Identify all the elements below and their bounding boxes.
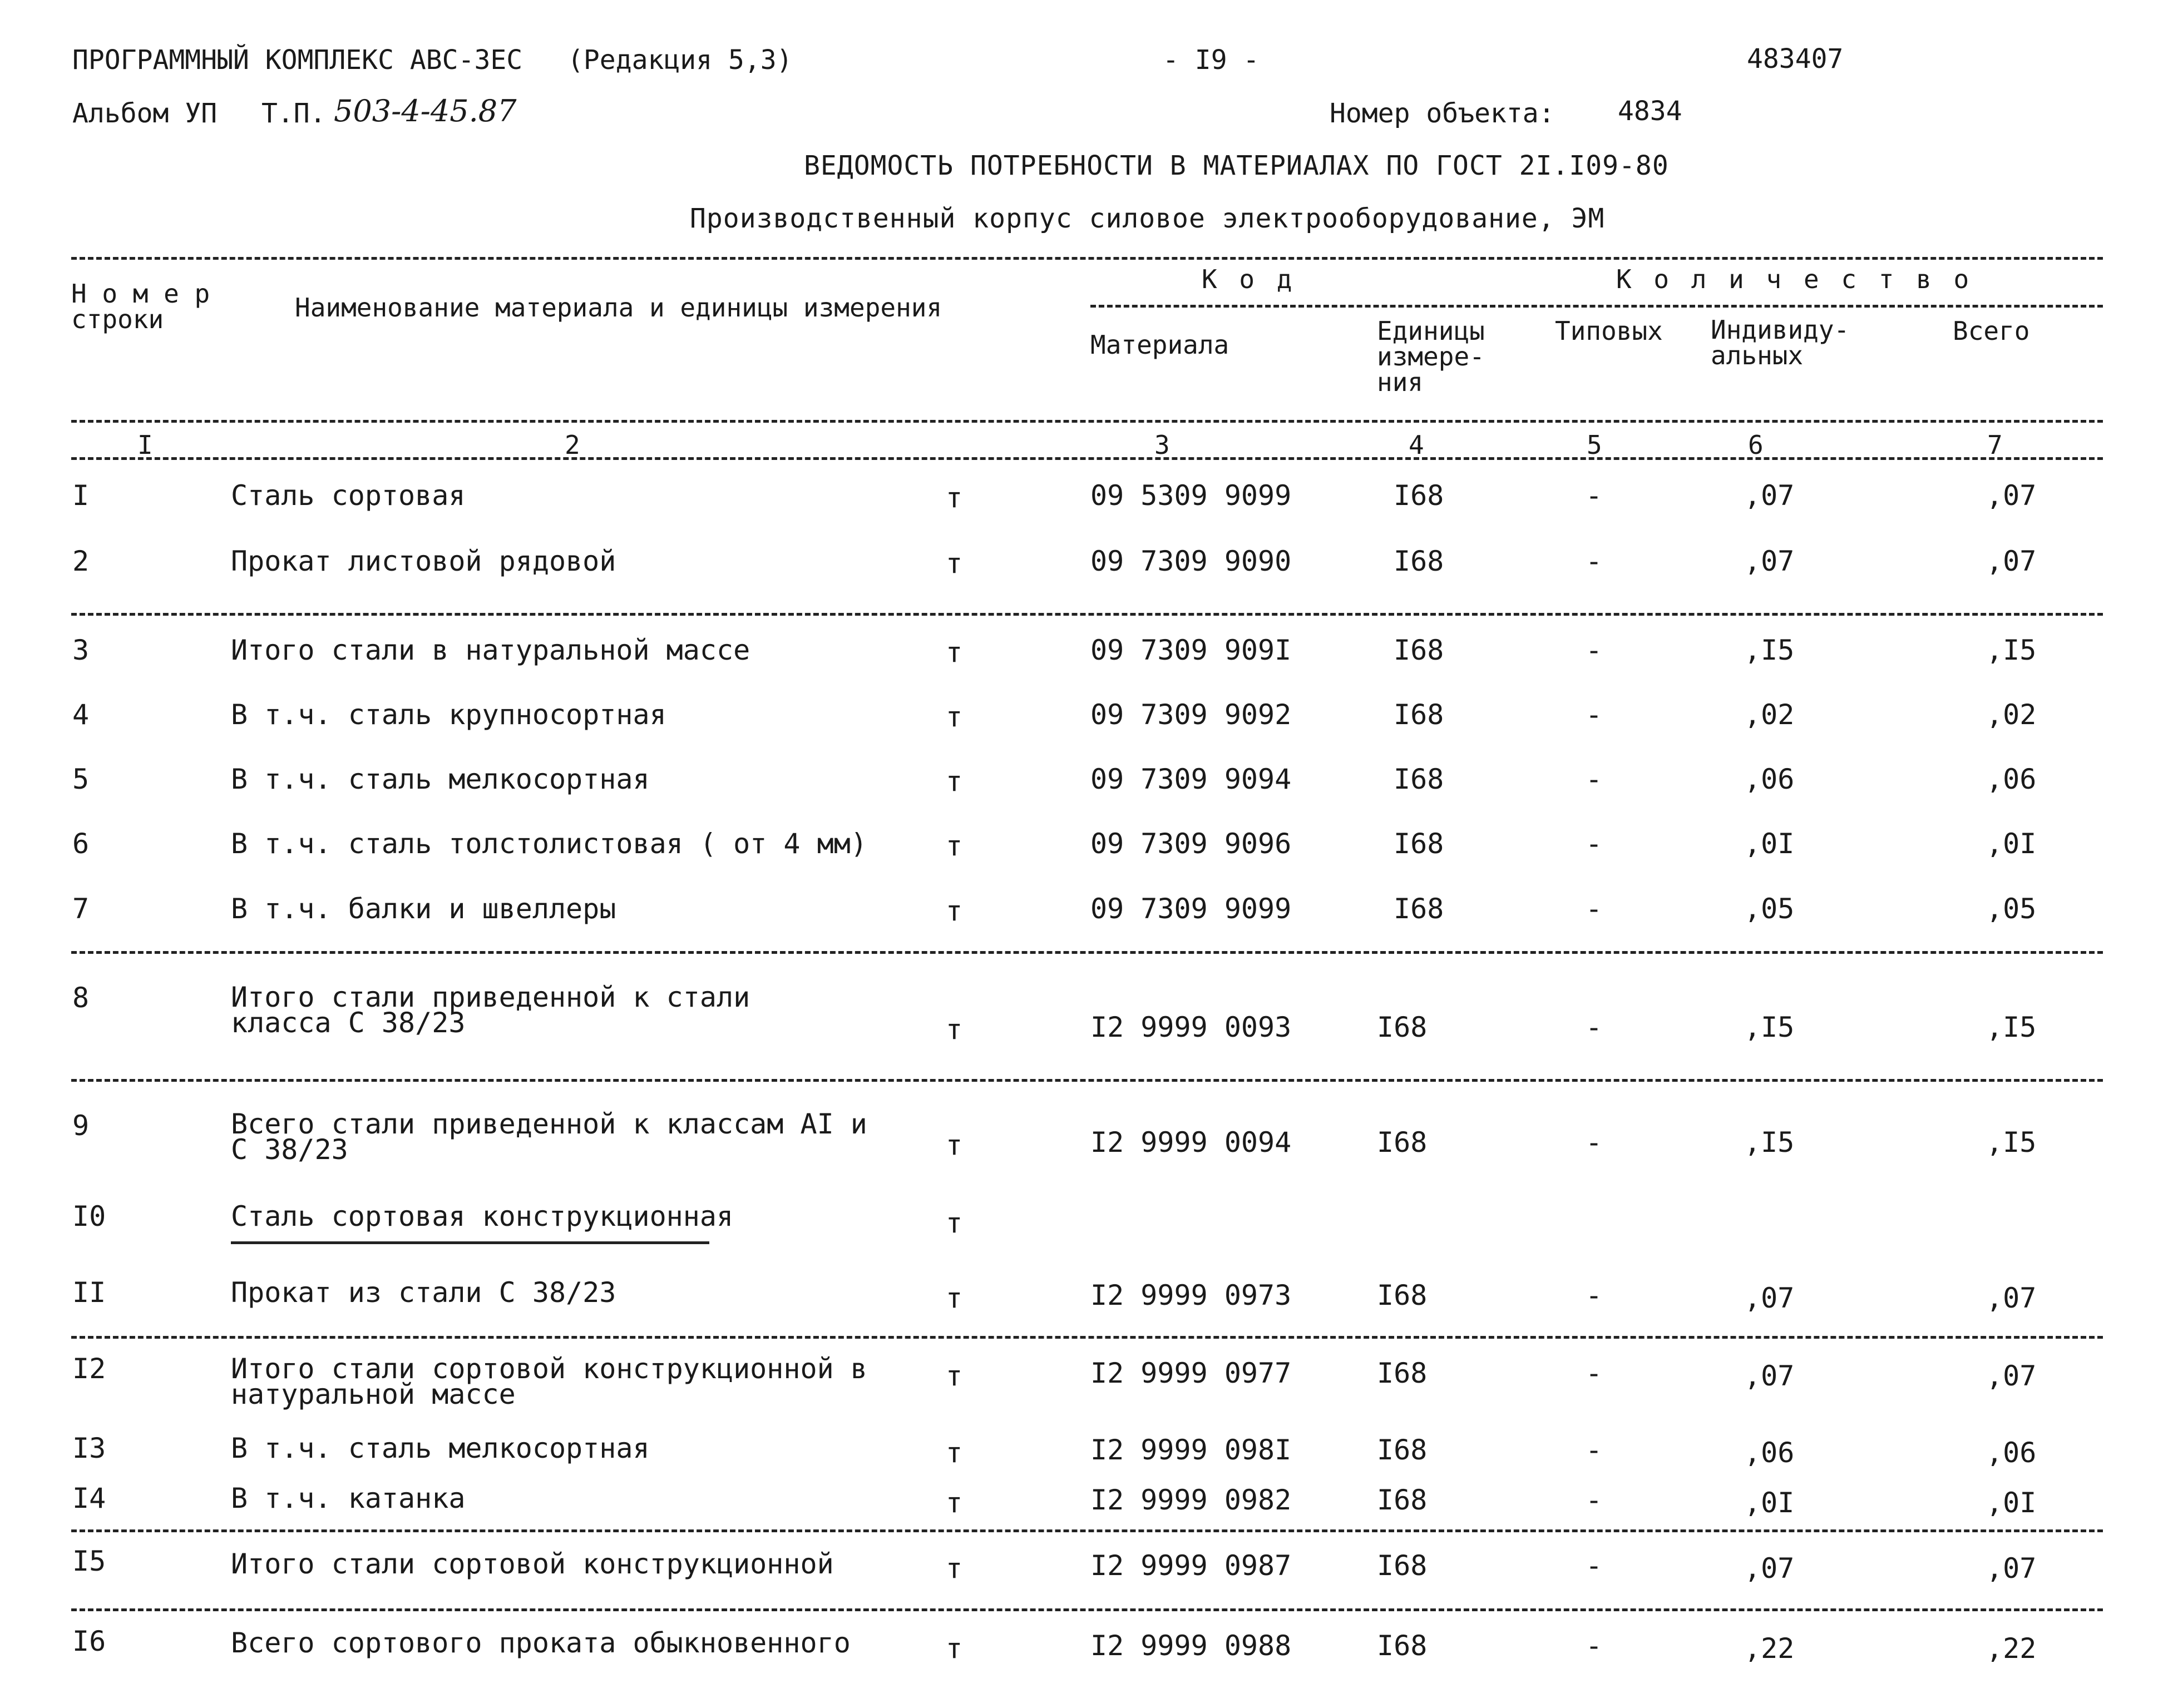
page-number: - I9 - bbox=[1163, 44, 1260, 76]
material-code: I2 9999 0977 bbox=[1090, 1357, 1292, 1389]
typical-qty: - bbox=[1586, 1011, 1603, 1043]
row-number: 8 bbox=[72, 982, 90, 1014]
unit-label: т bbox=[946, 636, 963, 669]
unit-label: т bbox=[946, 830, 963, 862]
total-qty: ,07 bbox=[1986, 479, 2037, 512]
row-number: 5 bbox=[72, 763, 90, 795]
column-number-6: 6 bbox=[1748, 430, 1764, 460]
total-qty: ,02 bbox=[1986, 699, 2037, 731]
unit-code: I68 bbox=[1394, 699, 1444, 731]
material-code: I2 9999 0094 bbox=[1090, 1126, 1292, 1159]
individual-qty: ,07 bbox=[1744, 1360, 1795, 1392]
unit-code: I68 bbox=[1377, 1279, 1428, 1311]
individual-qty: ,07 bbox=[1744, 1282, 1795, 1314]
material-name: Всего стали приведенной к классам АI и С 38/23 bbox=[231, 1108, 867, 1166]
total-qty: ,0I bbox=[1986, 1487, 2037, 1519]
individual-qty: ,02 bbox=[1744, 699, 1795, 731]
row-number: I2 bbox=[72, 1353, 106, 1385]
material-code: I2 9999 098I bbox=[1090, 1434, 1292, 1466]
unit-code: I68 bbox=[1394, 479, 1444, 512]
section-underline bbox=[231, 1241, 709, 1244]
individual-qty: ,07 bbox=[1744, 1552, 1795, 1585]
document-title: ВЕДОМОСТЬ ПОТРЕБНОСТИ В МАТЕРИАЛАХ ПО ГОСТ 2I.I09-80 bbox=[804, 150, 1669, 181]
row-number: I4 bbox=[72, 1482, 106, 1514]
unit-label: т bbox=[946, 765, 963, 798]
unit-code: I68 bbox=[1394, 828, 1444, 860]
individual-qty: ,0I bbox=[1744, 828, 1795, 860]
object-label: Номер объекта: bbox=[1330, 98, 1555, 129]
col-material-header: Материала bbox=[1090, 330, 1229, 360]
row-number: 4 bbox=[72, 699, 90, 731]
total-qty: ,07 bbox=[1986, 1360, 2037, 1392]
col-unit-header: Единицы измере- ния bbox=[1377, 316, 1485, 397]
individual-qty: ,07 bbox=[1744, 479, 1795, 512]
material-code: 09 7309 9092 bbox=[1090, 699, 1292, 731]
material-code: 09 7309 9090 bbox=[1090, 545, 1292, 577]
material-code: 09 7309 909I bbox=[1090, 634, 1292, 666]
total-qty: ,06 bbox=[1986, 1437, 2037, 1469]
material-name: Всего сортового проката обыкновенного bbox=[231, 1627, 851, 1659]
unit-label: т bbox=[946, 1437, 963, 1469]
material-code: I2 9999 0982 bbox=[1090, 1484, 1292, 1516]
column-number-1: I bbox=[137, 430, 153, 460]
typical-qty: - bbox=[1586, 1549, 1603, 1582]
material-code: I2 9999 0987 bbox=[1090, 1549, 1292, 1582]
tp-label: Т.П. bbox=[261, 98, 326, 129]
individual-qty: ,I5 bbox=[1744, 1126, 1795, 1159]
row-number: 9 bbox=[72, 1110, 90, 1142]
typical-qty: - bbox=[1586, 1126, 1603, 1159]
header-bottom-rule bbox=[71, 420, 2103, 423]
material-code: I2 9999 0988 bbox=[1090, 1630, 1292, 1662]
unit-code: I68 bbox=[1394, 634, 1444, 666]
unit-code: I68 bbox=[1394, 893, 1444, 925]
individual-qty: ,06 bbox=[1744, 1437, 1795, 1469]
material-name: В т.ч. сталь мелкосортная bbox=[231, 1432, 650, 1464]
column-number-2: 2 bbox=[565, 430, 580, 460]
unit-label: т bbox=[946, 1487, 963, 1519]
material-code: I2 9999 0093 bbox=[1090, 1011, 1292, 1043]
material-name: Итого стали приведенной к стали класса С 38/23 bbox=[231, 981, 750, 1039]
unit-label: т bbox=[946, 1207, 963, 1239]
row-number: 6 bbox=[72, 828, 90, 860]
material-name: Итого стали сортовой конструкционной в натуральной массе bbox=[231, 1353, 867, 1410]
unit-label: т bbox=[946, 1129, 963, 1161]
section-rule bbox=[71, 1529, 2103, 1532]
total-qty: ,I5 bbox=[1986, 1126, 2037, 1159]
typical-qty: - bbox=[1586, 1484, 1603, 1516]
column-number-3: 3 bbox=[1154, 430, 1170, 460]
material-name: В т.ч. сталь крупносортная bbox=[231, 699, 666, 731]
material-name: В т.ч. катанка bbox=[231, 1482, 466, 1514]
row-number: II bbox=[72, 1276, 106, 1309]
total-qty: ,05 bbox=[1986, 893, 2037, 925]
table-top-rule bbox=[71, 257, 2103, 260]
unit-code: I68 bbox=[1394, 545, 1444, 577]
individual-qty: ,07 bbox=[1744, 545, 1795, 577]
row-number: 2 bbox=[72, 545, 90, 577]
document-subtitle: Производственный корпус силовое электрооборудование, ЭМ bbox=[690, 203, 1605, 234]
typical-qty: - bbox=[1586, 1434, 1603, 1466]
material-code: 09 7309 9094 bbox=[1090, 763, 1292, 795]
program-name: ПРОГРАММНЫЙ КОМПЛЕКС АВС-ЗЕС bbox=[72, 44, 523, 76]
individual-qty: ,I5 bbox=[1744, 1011, 1795, 1043]
column-number-7: 7 bbox=[1987, 430, 2003, 460]
material-name: В т.ч. сталь мелкосортная bbox=[231, 763, 650, 795]
total-qty: ,06 bbox=[1986, 763, 2037, 795]
section-rule bbox=[71, 1336, 2103, 1339]
unit-code: I68 bbox=[1377, 1011, 1428, 1043]
material-name: Сталь сортовая bbox=[231, 479, 466, 512]
total-qty: ,07 bbox=[1986, 545, 2037, 577]
material-name: Итого стали в натуральной массе bbox=[231, 634, 750, 666]
album-label: Альбом УП bbox=[72, 98, 218, 129]
total-qty: ,22 bbox=[1986, 1632, 2037, 1665]
material-code: 09 7309 9096 bbox=[1090, 828, 1292, 860]
quantity-group-header: К о л и ч е с т в о bbox=[1616, 264, 1973, 294]
material-name: Прокат из стали С 38/23 bbox=[231, 1276, 616, 1309]
col-individual-header: Индивиду- альных bbox=[1711, 315, 1850, 370]
unit-label: т bbox=[946, 701, 963, 733]
unit-code: I68 bbox=[1377, 1434, 1428, 1466]
unit-label: т bbox=[946, 895, 963, 927]
tp-handwritten-number: 503-4-45.87 bbox=[334, 93, 517, 128]
row-number: 3 bbox=[72, 634, 90, 666]
document-number: 483407 bbox=[1747, 43, 1844, 75]
unit-label: т bbox=[946, 1632, 963, 1665]
row-number: I3 bbox=[72, 1432, 106, 1464]
column-number-rule bbox=[71, 457, 2103, 460]
typical-qty: - bbox=[1586, 1357, 1603, 1389]
typical-qty: - bbox=[1586, 763, 1603, 795]
material-code: 09 5309 9099 bbox=[1090, 479, 1292, 512]
typical-qty: - bbox=[1586, 1279, 1603, 1311]
col-total-header: Всего bbox=[1953, 316, 2030, 346]
unit-label: т bbox=[946, 1282, 963, 1314]
individual-qty: ,05 bbox=[1744, 893, 1795, 925]
row-number: 7 bbox=[72, 893, 90, 925]
unit-label: т bbox=[946, 547, 963, 580]
unit-label: т bbox=[946, 1552, 963, 1585]
row-number: I5 bbox=[72, 1545, 106, 1577]
unit-code: I68 bbox=[1377, 1357, 1428, 1389]
unit-label: т bbox=[946, 1360, 963, 1392]
unit-label: т bbox=[946, 482, 963, 514]
unit-code: I68 bbox=[1394, 763, 1444, 795]
material-name: В т.ч. балки и швеллеры bbox=[231, 893, 616, 925]
typical-qty: - bbox=[1586, 828, 1603, 860]
total-qty: ,0I bbox=[1986, 828, 2037, 860]
section-rule bbox=[71, 1079, 2103, 1082]
unit-code: I68 bbox=[1377, 1126, 1428, 1159]
column-number-5: 5 bbox=[1587, 430, 1602, 460]
material-name: Итого стали сортовой конструкционной bbox=[231, 1548, 834, 1580]
total-qty: ,I5 bbox=[1986, 634, 2037, 666]
unit-label: т bbox=[946, 1013, 963, 1046]
object-number: 4834 bbox=[1618, 96, 1682, 127]
unit-code: I68 bbox=[1377, 1630, 1428, 1662]
section-rule bbox=[71, 951, 2103, 954]
total-qty: ,07 bbox=[1986, 1282, 2037, 1314]
col-typical-header: Типовых bbox=[1555, 316, 1663, 346]
edition-label: (Редакция 5,3) bbox=[567, 44, 793, 76]
individual-qty: ,I5 bbox=[1744, 634, 1795, 666]
column-number-4: 4 bbox=[1409, 430, 1424, 460]
unit-code: I68 bbox=[1377, 1484, 1428, 1516]
individual-qty: ,22 bbox=[1744, 1632, 1795, 1665]
typical-qty: - bbox=[1586, 479, 1603, 512]
typical-qty: - bbox=[1586, 893, 1603, 925]
material-name: В т.ч. сталь толстолистовая ( от 4 мм) bbox=[231, 828, 867, 860]
material-name: Сталь сортовая конструкционная bbox=[231, 1200, 734, 1232]
row-number: I6 bbox=[72, 1625, 106, 1657]
section-rule bbox=[71, 613, 2103, 616]
total-qty: ,I5 bbox=[1986, 1011, 2037, 1043]
section-rule bbox=[71, 1608, 2103, 1611]
material-code: 09 7309 9099 bbox=[1090, 893, 1292, 925]
typical-qty: - bbox=[1586, 699, 1603, 731]
typical-qty: - bbox=[1586, 1630, 1603, 1662]
col-name-header: Наименование материала и единицы измерения bbox=[295, 293, 942, 323]
code-group-header: К о д bbox=[1202, 264, 1296, 294]
material-name: Прокат листовой рядовой bbox=[231, 545, 616, 577]
col-row-number-header: Н о м е р строки bbox=[71, 279, 210, 334]
total-qty: ,07 bbox=[1986, 1552, 2037, 1585]
unit-code: I68 bbox=[1377, 1549, 1428, 1582]
typical-qty: - bbox=[1586, 634, 1603, 666]
typical-qty: - bbox=[1586, 545, 1603, 577]
material-code: I2 9999 0973 bbox=[1090, 1279, 1292, 1311]
row-number: I bbox=[72, 479, 90, 512]
individual-qty: ,06 bbox=[1744, 763, 1795, 795]
row-number: I0 bbox=[72, 1200, 106, 1232]
header-group-rule bbox=[1090, 305, 2103, 308]
individual-qty: ,0I bbox=[1744, 1487, 1795, 1519]
